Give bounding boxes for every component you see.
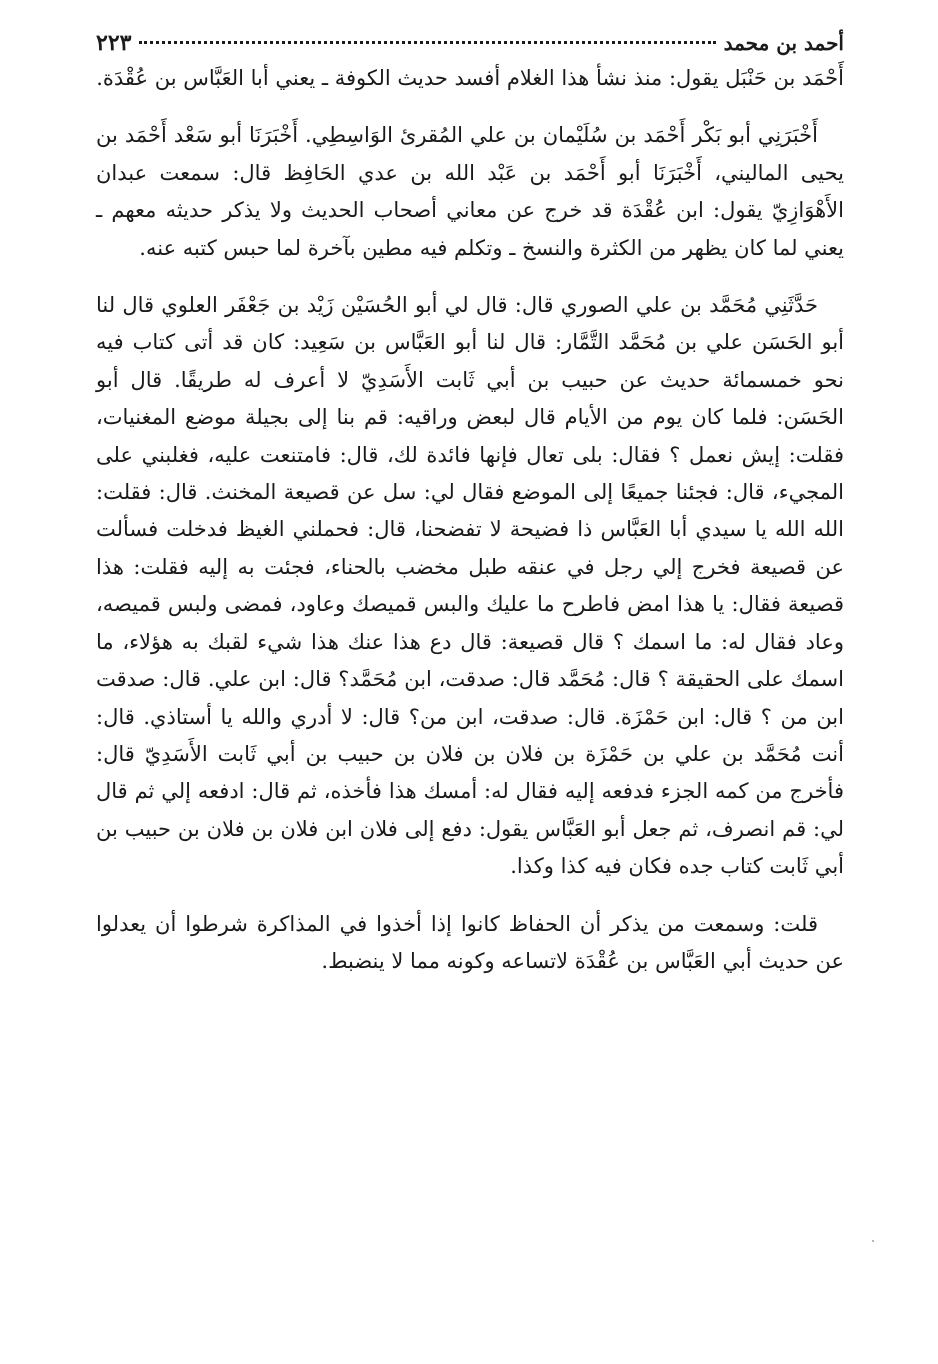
paragraph-1-continued: أَحْمَد بن حَنْبَل يقول: منذ نشأ هذا الغلام أفسد حديث الكوفة ـ يعني أبا العَبَّاس بن عُقْدَة. [96, 66, 844, 90]
paragraph-2: أَخْبَرَنِي أبو بَكْر أَحْمَد بن سُلَيْمان بن علي المُقرئ الوَاسِطِي. أَخْبَرَنَا أبو سَعْد أَحْمَد بن يحيى الماليني، أَخْبَرَنَا أبو أَحْمَد بن عَبْد الله بن عدي الحَافِظ قال: سمعت عبدان الأَهْوَازِيّ يقول: ابن عُقْدَة قد خرج عن معاني أصحاب الحديث ولا يذكر حديثه معهم ـ يعني لما كان يظهر من الكثرة والنسخ ـ وتكلم فيه مطين بآخرة لما حبس كتبه عنه. [96, 123, 844, 260]
body-text [96, 60, 844, 980]
running-head [96, 28, 844, 58]
leader-dots [139, 41, 715, 44]
running-head-title: أحمد بن محمد [723, 31, 844, 55]
paragraph-3: حَدَّثَنِي مُحَمَّد بن علي الصوري قال: قال لي أبو الحُسَيْن زَيْد بن جَعْفَر العلوي قال لنا أبو الحَسَن علي بن مُحَمَّد التَّمَّار: قال لنا أبو العَبَّاس بن سَعِيد: كان قد أتى كتاب فيه نحو خمسمائة حديث عن حبيب بن أبي ثَابت الأَسَدِيّ لا أعرف له طريقًا. قال أبو الحَسَن: فلما كان يوم من الأيام قال لبعض وراقيه: قم بنا إلى بجيلة موضع المغنيات، فقلت: إيش نعمل ؟ فقال: بلى تعال فإنها فائدة لك، قال: فامتنعت عليه، فغلبني على المجيء، قال: فجئنا جميعًا إلى الموضع فقال لي: سل عن قصيعة المخنث. قال: فقلت: الله الله يا سيدي أبا العَبَّاس ذا فضيحة لا تفضحنا، قال: فحملني الغيظ فدخلت فسألت عن قصيعة فخرج إلي رجل في عنقه طبل مخضب بالحناء، فجئت به إليه فقلت: هذا قصيعة فقال: يا هذا امض فاطرح ما عليك والبس قميصك وعاود، فمضى ولبس قميصه، وعاد فقال له: ما اسمك ؟ قال قصيعة: قال دع هذا عنك هذا شيء لقبك به هؤلاء، ما اسمك على الحقيقة ؟ قال: مُحَمَّد قال: صدقت، ابن مُحَمَّد؟ قال: ابن علي. قال: صدقت ابن من ؟ قال: ابن حَمْزَة. قال: صدقت، ابن من؟ قال: لا أدري والله يا أستاذي. قال: أنت مُحَمَّد بن علي بن حَمْزَة بن فلان بن فلان بن حبيب بن أبي ثَابت الأَسَدِيّ قال: فأخرج من كمه الجزء فدفعه إليه فقال له: أمسك هذا فأخذه، ثم قال: ادفعه إلي ثم قال لي: قم انصرف، ثم جعل أبو العَبَّاس يقول: دفع إلى فلان ابن فلان بن فلان بن حبيب بن أبي ثَابت كتاب جده فكان فيه كذا وكذا. [96, 293, 844, 879]
page-number: ٢٢٣ [96, 30, 132, 56]
book-page [96, 28, 844, 980]
scan-speck [872, 1240, 874, 1242]
paragraph-4: قلت: وسمعت من يذكر أن الحفاظ كانوا إذا أخذوا في المذاكرة شرطوا أن يعدلوا عن حديث أبي العَبَّاس بن عُقْدَة لاتساعه وكونه مما لا ينضبط. [96, 911, 844, 973]
